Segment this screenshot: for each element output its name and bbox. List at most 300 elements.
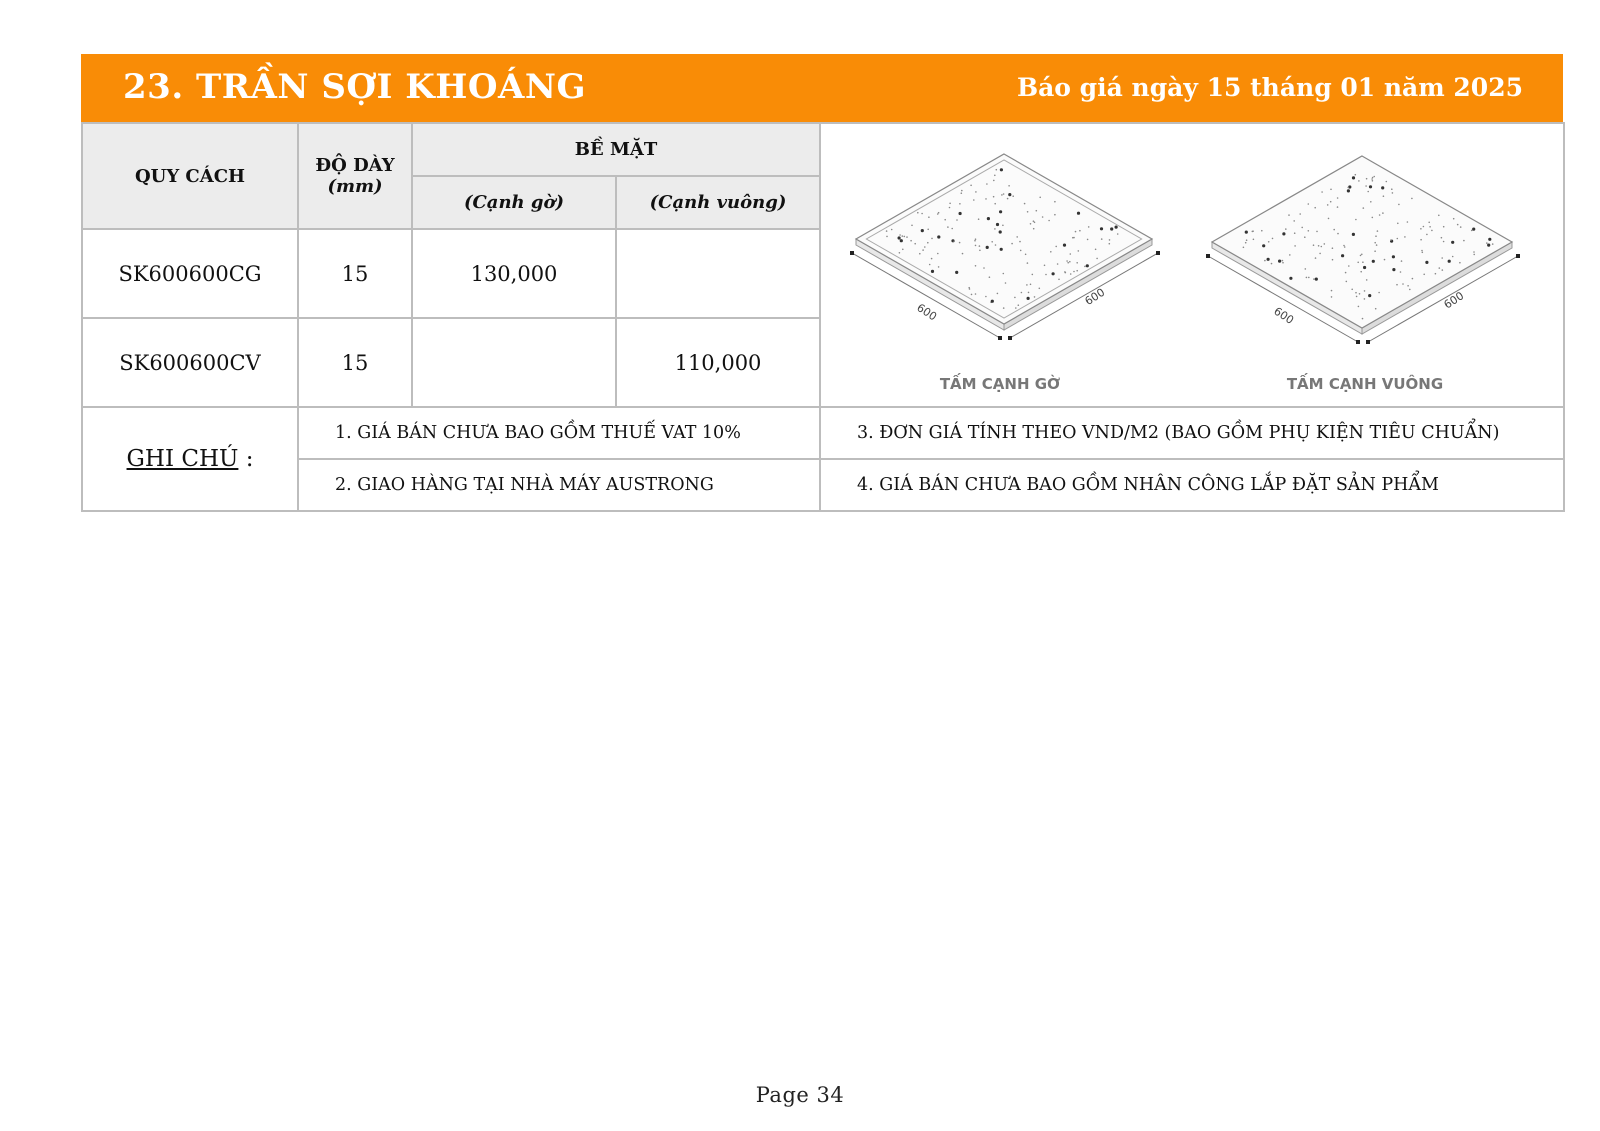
tile-speckle	[993, 196, 995, 198]
tile-speckle	[1347, 187, 1349, 189]
tile-speckle	[1003, 273, 1005, 275]
tile-speckle	[991, 241, 993, 243]
tile-speckle	[1109, 239, 1111, 241]
tile-speckle	[1369, 185, 1372, 188]
tile-speckle	[1331, 290, 1333, 292]
tile-speckle	[904, 236, 906, 238]
tile-speckle	[949, 207, 951, 209]
tile-speckle	[1362, 318, 1364, 320]
tile-speckle	[1374, 250, 1376, 252]
tile-speckle	[1426, 234, 1428, 236]
tile-speckle	[1301, 227, 1303, 229]
tile-speckle	[1313, 244, 1315, 246]
tile-speckle	[1327, 204, 1329, 206]
tile-speckle	[1253, 239, 1255, 241]
dimension-label: 600	[914, 301, 940, 324]
header-quy-cach: QUY CÁCH	[82, 123, 298, 229]
tile-speckle	[1441, 237, 1443, 239]
header-do-day	[298, 123, 412, 229]
tile-speckle	[1067, 262, 1069, 264]
tile-speckle	[1246, 239, 1248, 241]
tile-speckle	[1401, 260, 1403, 262]
tile-speckle	[1044, 265, 1046, 267]
tile-speckle	[1032, 274, 1034, 276]
tile-speckle	[989, 276, 991, 278]
tile-speckle	[1243, 247, 1245, 249]
tile-speckle	[927, 242, 929, 244]
tile-speckle	[1368, 294, 1371, 297]
tile-speckle	[1486, 242, 1488, 244]
tile-speckle	[1024, 203, 1026, 205]
tile-speckle	[1002, 225, 1004, 227]
tile-speckle	[994, 228, 996, 230]
tile-speckle	[1377, 230, 1379, 232]
tile-speckle	[1425, 261, 1428, 264]
tile-speckle	[1293, 220, 1295, 222]
tile-speckle	[1285, 228, 1287, 230]
tile-speckle	[1064, 271, 1066, 273]
tile-speckle	[994, 203, 996, 205]
tile-speckle	[1252, 230, 1254, 232]
tile-speckle	[1278, 260, 1281, 263]
tile-speckle	[1319, 253, 1321, 255]
tile-speckle	[1435, 273, 1437, 275]
tile-speckle	[1039, 197, 1041, 199]
tile-speckle	[1488, 238, 1491, 241]
tile-speckle	[1371, 178, 1373, 180]
notes-label	[82, 407, 298, 511]
tile-speckle	[1267, 258, 1270, 261]
tile-speckle	[1109, 243, 1111, 245]
dimension-tick	[1008, 336, 1012, 340]
tile-speckle	[1045, 274, 1047, 276]
tile-speckle	[1015, 307, 1017, 309]
tile-speckle	[1069, 261, 1071, 263]
tile-speckle	[1412, 278, 1414, 280]
tile-speckle	[997, 293, 999, 295]
tile-speckle	[1352, 176, 1355, 179]
tile-speckle	[1321, 246, 1323, 248]
tile-speckle	[1020, 250, 1022, 252]
tile-speckle	[978, 218, 980, 220]
tile-speckle	[983, 267, 985, 269]
tile-speckle	[1328, 218, 1330, 220]
tile-face	[856, 154, 1152, 324]
tile-speckle	[986, 246, 989, 249]
dimension-tick	[1156, 251, 1160, 255]
price-sheet	[81, 54, 1563, 512]
tile-speckle	[1448, 260, 1451, 263]
tile-speckle	[996, 169, 998, 171]
tile-speckle	[1384, 259, 1386, 261]
dimension-tick	[1366, 340, 1370, 344]
row-price-canh-vuong	[616, 229, 820, 318]
header-canh-vuong: (Cạnh vuông)	[616, 176, 820, 229]
tile-speckle	[975, 265, 977, 267]
tile-speckle	[971, 294, 973, 296]
tile-speckle	[1289, 277, 1292, 280]
tile-speckle	[1337, 233, 1339, 235]
tile-speckle	[1492, 243, 1494, 245]
tile-speckle	[986, 183, 988, 185]
tile-speckle	[900, 239, 903, 242]
price-table	[81, 122, 1565, 512]
tile-speckle	[1423, 274, 1425, 276]
tile-speckle	[993, 180, 995, 182]
tile-speckle	[1264, 260, 1266, 262]
tile-speckle	[1452, 256, 1454, 258]
tile-speckle	[929, 264, 931, 266]
tile-speckle	[1382, 212, 1384, 214]
tile-speckle	[975, 293, 977, 295]
tile-speckle	[1375, 235, 1377, 237]
tile-speckle	[1372, 260, 1375, 263]
tile-speckle	[1027, 211, 1029, 213]
tile-speckle	[1011, 243, 1013, 245]
tile-speckle	[1030, 223, 1032, 225]
notes-label-suffix: :	[238, 446, 254, 472]
tile-speckle	[1016, 236, 1018, 238]
tile-speckle	[1407, 285, 1409, 287]
tile-speckle	[937, 253, 939, 255]
tile-speckle	[1363, 266, 1366, 269]
tile-speckle	[1268, 241, 1270, 243]
tile-speckle	[1306, 277, 1308, 279]
tile-speckle	[1008, 193, 1011, 196]
tile-speckle	[1039, 288, 1041, 290]
tile-speckle	[1008, 185, 1010, 187]
tile-face	[1212, 156, 1512, 328]
tile-speckle	[1272, 238, 1274, 240]
tile-speckle	[1420, 239, 1422, 241]
tile-speckle	[1005, 282, 1007, 284]
tile-speckle	[995, 244, 997, 246]
tile-speckle	[1033, 220, 1035, 222]
tile-speckle	[1001, 194, 1003, 196]
tile-speckle	[906, 236, 908, 238]
tile-speckle	[1365, 185, 1367, 187]
tile-speckle	[1457, 224, 1459, 226]
tile-speckle	[1429, 226, 1431, 228]
tile-speckle	[1034, 296, 1036, 298]
dimension-label: 600	[1271, 304, 1297, 327]
tile-speckle	[1441, 257, 1443, 259]
tile-speckle	[979, 245, 981, 247]
tile-speckle	[1042, 216, 1044, 218]
tile-speckle	[1318, 245, 1320, 247]
tile-speckle	[1372, 180, 1374, 182]
tile-speckle	[1100, 227, 1103, 230]
tile-speckle	[973, 199, 975, 201]
tile-speckle	[1362, 261, 1364, 263]
tile-speckle	[1360, 271, 1362, 273]
tile-speckle	[1355, 219, 1357, 221]
tile-speckle	[1084, 266, 1086, 268]
tile-speckle	[1054, 214, 1056, 216]
quote-date: Báo giá ngày 15 tháng 01 năm 2025	[1016, 73, 1523, 102]
tile-speckle	[1076, 270, 1078, 272]
tile-speckle	[1261, 230, 1263, 232]
tile-speckle	[1033, 228, 1035, 230]
tile-speckle	[902, 249, 904, 251]
tile-speckle	[953, 241, 955, 243]
tile-speckle	[1443, 241, 1445, 243]
note-item: 3. ĐƠN GIÁ TÍNH THEO VND/M2 (BAO GỒM PHỤ KIỆN TIÊU CHUẨN)	[820, 407, 1564, 459]
tile-speckle	[1375, 308, 1377, 310]
tile-speckle	[987, 217, 990, 220]
tile-speckle	[1392, 192, 1394, 194]
tile-speckle	[1337, 197, 1339, 199]
tile-speckle	[1305, 268, 1307, 270]
tile-speckle	[1360, 255, 1362, 257]
tile-speckle	[1077, 212, 1080, 215]
tile-speckle	[1443, 226, 1445, 228]
tile-speckle	[1073, 271, 1075, 273]
tile-speckle	[1063, 244, 1066, 247]
tile-speckle	[1315, 257, 1317, 259]
tile-speckle	[1363, 207, 1365, 209]
tile-speckle	[924, 246, 926, 248]
header-be-mat: BỀ MẶT	[412, 123, 820, 176]
tile-speckle	[1304, 236, 1306, 238]
tile-speckle	[938, 212, 940, 214]
header-canh-go: (Cạnh gờ)	[412, 176, 616, 229]
tile-speckle	[1472, 228, 1475, 231]
tile-speckle	[921, 229, 924, 232]
tile-speckle	[1021, 292, 1023, 294]
tile-speckle	[898, 236, 901, 239]
tile-speckle	[1027, 262, 1029, 264]
tile-speckle	[927, 229, 929, 231]
tile-speckle	[1288, 214, 1290, 216]
tile-speckle	[1314, 207, 1316, 209]
tile-speckle	[1343, 245, 1345, 247]
tile-speckle	[1271, 263, 1273, 265]
tile-speckle	[1110, 227, 1113, 230]
tile-speckle	[956, 219, 958, 221]
tile-speckle	[1025, 254, 1027, 256]
note-item: 4. GIÁ BÁN CHƯA BAO GỒM NHÂN CÔNG LẮP ĐẶT SẢN PHẨM	[820, 459, 1564, 511]
tile-speckle	[985, 198, 987, 200]
tile-speckle	[994, 175, 996, 177]
header-do-day-unit: (mm)	[327, 176, 383, 198]
tile-speckle	[1321, 191, 1323, 193]
tile-caption: TẤM CẠNH VUÔNG	[1286, 375, 1444, 393]
tile-speckle	[959, 242, 961, 244]
tile-speckle	[1357, 262, 1359, 264]
tile-speckle	[1352, 233, 1355, 236]
tile-speckle	[1383, 195, 1385, 197]
tile-speckle	[1088, 226, 1090, 228]
tile-speckle	[1392, 255, 1395, 258]
tile-speckle	[1316, 231, 1318, 233]
tile-speckle	[899, 252, 901, 254]
tile-speckle	[996, 223, 999, 226]
row-thickness: 15	[298, 318, 412, 407]
tile-speckle	[1313, 278, 1315, 280]
tile-speckle	[1245, 231, 1248, 234]
tile-speckle	[938, 266, 940, 268]
tile-speckle	[1404, 236, 1406, 238]
tile-speckle	[1330, 201, 1332, 203]
tile-speckle	[1409, 289, 1411, 291]
section-title: 23. TRẦN SỢI KHOÁNG	[123, 67, 587, 107]
tile-speckle	[1315, 278, 1318, 281]
tile-speckle	[959, 212, 962, 215]
tile-speckle	[910, 240, 912, 242]
tile-speckle	[1370, 201, 1372, 203]
row-price-canh-vuong: 110,000	[616, 318, 820, 407]
tile-speckle	[1245, 242, 1247, 244]
tile-speckle	[1421, 250, 1423, 252]
tile-speckle	[1364, 298, 1366, 300]
dimension-label: 600	[1082, 285, 1108, 309]
tile-speckle	[1397, 238, 1399, 240]
row-code: SK600600CG	[82, 229, 298, 318]
tile-speckle	[1463, 240, 1465, 242]
tile-speckle	[914, 243, 916, 245]
tile-speckle	[917, 212, 919, 214]
tile-speckle	[919, 253, 921, 255]
row-price-canh-go	[412, 318, 616, 407]
tile-speckle	[1358, 180, 1360, 182]
row-code: SK600600CV	[82, 318, 298, 407]
tile-speckle	[1262, 244, 1265, 247]
tile-speckle	[1012, 195, 1014, 197]
tile-speckle	[1381, 186, 1384, 189]
tile-speckle	[1351, 289, 1353, 291]
dimension-tick	[1356, 340, 1360, 344]
tile-speckle	[1392, 268, 1395, 271]
tile-speckle	[1379, 214, 1381, 216]
tile-speckle	[1078, 250, 1080, 252]
tile-speckle	[979, 250, 981, 252]
tile-speckle	[1075, 231, 1077, 233]
tile-speckle	[1346, 281, 1348, 283]
tile-speckle	[911, 225, 913, 227]
tile-speckle	[1036, 210, 1038, 212]
tile-speckle	[1420, 228, 1422, 230]
tile-speckle	[1079, 230, 1081, 232]
tile-speckle	[931, 258, 933, 260]
tile-speckle	[1086, 264, 1089, 267]
tile-speckle	[1308, 277, 1310, 279]
tile-speckle	[1073, 237, 1075, 239]
tile-speckle	[1308, 230, 1310, 232]
tile-speckle	[1358, 306, 1360, 308]
tile-speckle	[1376, 244, 1378, 246]
tile-speckle	[931, 270, 934, 273]
tile-speckle	[949, 203, 951, 205]
header-do-day-label: ĐỘ DÀY	[315, 155, 395, 177]
tile-speckle	[1407, 221, 1409, 223]
tile-speckle	[1332, 247, 1334, 249]
tile-speckle	[1014, 297, 1016, 299]
tile-speckle	[1428, 222, 1430, 224]
dimension-tick	[998, 336, 1002, 340]
tile-speckle	[1019, 241, 1021, 243]
tile-speckle	[1018, 304, 1020, 306]
tile-speckle	[931, 238, 933, 240]
tile-speckle	[1473, 254, 1475, 256]
tile-speckle	[1282, 260, 1284, 262]
product-illustration-cell	[820, 123, 1564, 407]
tile-speckle	[1374, 242, 1376, 244]
tile-speckle	[1282, 262, 1284, 264]
tile-speckle	[1402, 283, 1404, 285]
tile-speckle	[1331, 296, 1333, 298]
tile-speckle	[1372, 217, 1374, 219]
tile-speckle	[1423, 226, 1425, 228]
tile-speckle	[1070, 253, 1072, 255]
tile-speckle	[962, 253, 964, 255]
tile-speckle	[1398, 204, 1400, 206]
tile-speckle	[1344, 246, 1346, 248]
tile-speckle	[1345, 272, 1347, 274]
tile-speckle	[1066, 260, 1068, 262]
tile-speckle	[1052, 272, 1055, 275]
tile-speckle	[1087, 239, 1089, 241]
tile-speckle	[1026, 284, 1028, 286]
tile-speckle	[1347, 189, 1350, 192]
tile-speckle	[886, 236, 888, 238]
tile-speckle	[1294, 232, 1296, 234]
tile-speckle	[1324, 243, 1326, 245]
tile-speckle	[1007, 198, 1009, 200]
tile-speckle	[1095, 249, 1097, 251]
tile-speckle	[1422, 252, 1424, 254]
tile-speckle	[886, 230, 888, 232]
tile-speckle	[902, 235, 904, 237]
dimension-tick	[1516, 254, 1520, 258]
tile-speckle	[1332, 259, 1334, 261]
tile-speckle	[969, 288, 971, 290]
tile-speckle	[1096, 258, 1098, 260]
tile-speckle	[1411, 198, 1413, 200]
tile-speckle	[1372, 177, 1374, 179]
tile-speckle	[1355, 174, 1357, 176]
tile-speckle	[1299, 213, 1301, 215]
tile-speckle	[970, 185, 972, 187]
tile-speckle	[975, 191, 977, 193]
tile-speckle	[1048, 220, 1050, 222]
tile-speckle	[1364, 290, 1366, 292]
tile-speckle	[1294, 245, 1296, 247]
tile-speckle	[928, 216, 930, 218]
tile-speckle	[1000, 248, 1003, 251]
tile-speckle	[1050, 251, 1052, 253]
tile-speckle	[899, 234, 901, 236]
notes-label-text: GHI CHÚ	[126, 446, 239, 472]
row-thickness: 15	[298, 229, 412, 318]
tile-speckle	[1400, 271, 1402, 273]
tile-speckle	[1000, 168, 1003, 171]
tile-speckle	[1378, 292, 1380, 294]
tile-speckle	[1460, 226, 1462, 228]
tile-speckle	[1386, 181, 1388, 183]
tile-speckle	[947, 226, 949, 228]
tile-speckle	[1337, 206, 1339, 208]
tile-speckle	[937, 213, 939, 215]
tile-speckle	[961, 192, 963, 194]
tile-speckle	[1367, 191, 1369, 193]
tile-speckle	[1431, 230, 1433, 232]
ceiling-tile-illustration	[822, 124, 1562, 402]
tile-speckle	[955, 271, 958, 274]
dimension-label: 600	[1441, 289, 1467, 312]
tile-speckle	[999, 210, 1002, 213]
tile-speckle	[1373, 176, 1375, 178]
